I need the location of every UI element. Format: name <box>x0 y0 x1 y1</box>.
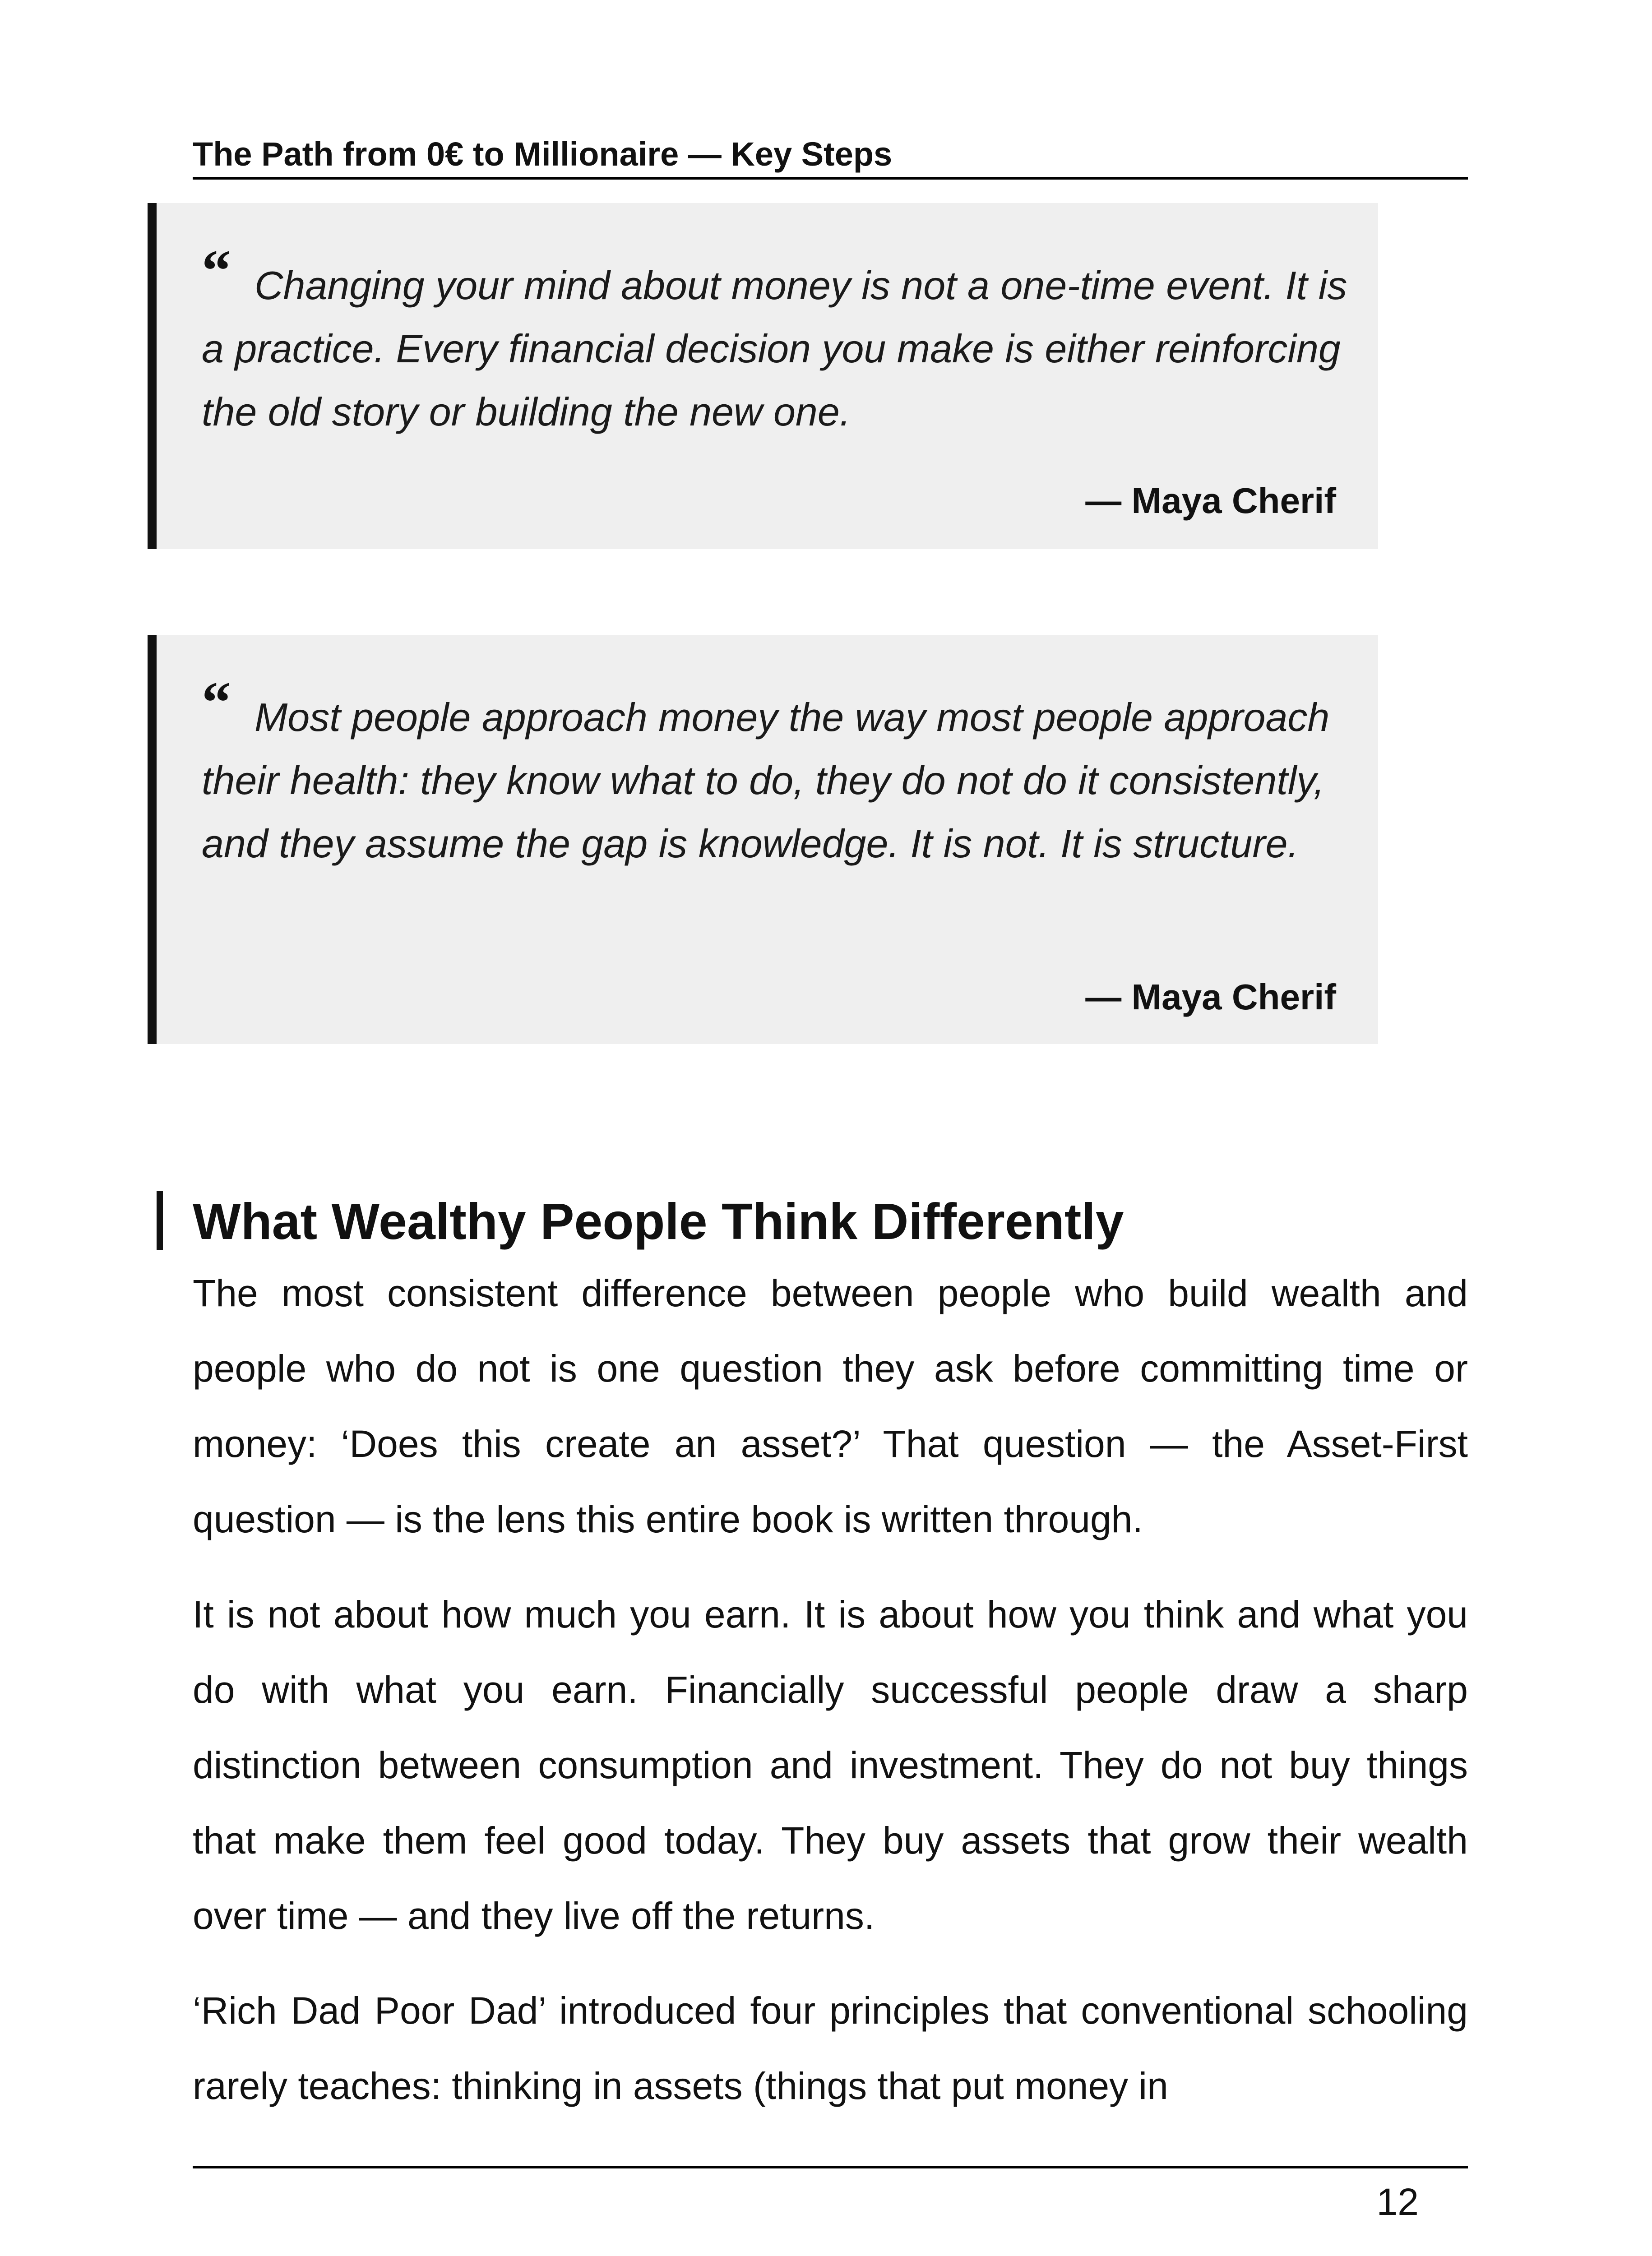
section-marker-bar <box>157 1191 163 1250</box>
pull-quote <box>148 635 1378 1044</box>
quote-author: — Maya Cherif <box>1085 481 1336 521</box>
footer-rule <box>193 2166 1468 2168</box>
pull-quote <box>148 203 1378 549</box>
quote-text: Most people approach money the way most people approach their health: they know what to do, they do not do it consistently, and they assume the gap is knowledge. It is not. It is structure. <box>202 695 1330 866</box>
running-header: The Path from 0€ to Millionaire — Key Steps <box>193 132 1468 180</box>
quote-mark-icon: “ <box>202 238 231 303</box>
quote-author: — Maya Cherif <box>1085 977 1336 1017</box>
section-heading: What Wealthy People Think Differently <box>193 1193 1124 1250</box>
page-number: 12 <box>1376 2181 1419 2223</box>
body-paragraph: The most consistent difference between people who build wealth and people who do not is one question they ask before committing time or money: ‘Does this create an asset?’ That question — the Asset-First question — is the lens this entire book is written through. <box>193 1272 1468 1540</box>
body-paragraph: It is not about how much you earn. It is about how you think and what you do with what you earn. Financially successful people draw a sharp distinction between consumption and investment. They do not buy things that make them feel good today. They buy assets that grow their wealth over time — and they live off the returns. <box>193 1593 1468 1937</box>
quote-mark-icon: “ <box>202 670 231 735</box>
quote-text: Changing your mind about money is not a one-time event. It is a practice. Every financial decision you make is either reinforcing the old story or building the new one. <box>202 263 1347 434</box>
body-paragraph: ‘Rich Dad Poor Dad’ introduced four principles that conventional schooling rarely teaches: thinking in assets (things that put money in <box>193 1989 1468 2107</box>
